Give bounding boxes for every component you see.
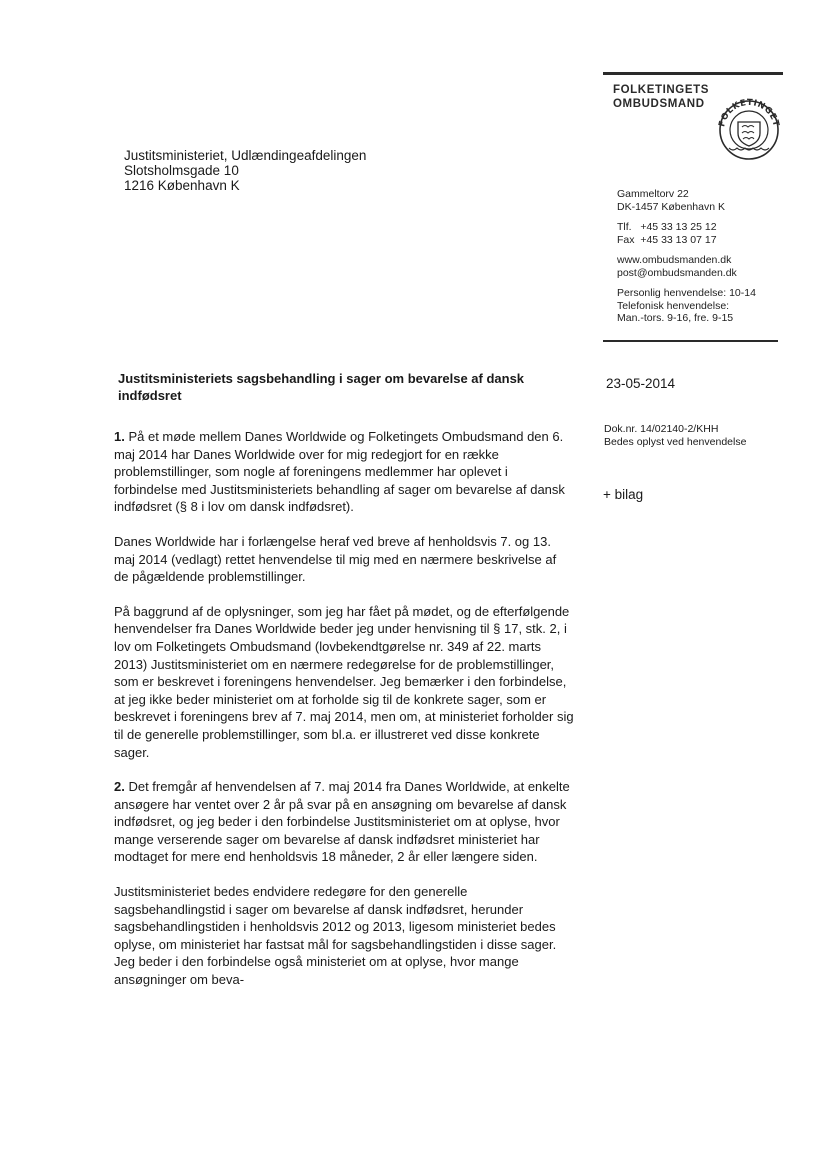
doc-note: Bedes oplyst ved henvendelse bbox=[604, 436, 747, 448]
sender-web-link[interactable]: www.ombudsmanden.dk bbox=[617, 254, 732, 266]
sender-fax: Fax +45 33 13 07 17 bbox=[617, 233, 717, 246]
paragraph-5: Justitsministeriet bedes endvidere redegøre for den generelle sagsbehandlingstid i sager om bevarelse af dansk indfødsret, herunder sagsbehandlingstiden i henholdsvis 2012 og 2013, ligesom ministeriet bedes oplyse, om ministeriet har fastsat mål for sagsbehandlingstiden i disse sager. Jeg beder i den forbindelse også ministeriet om at oplyse, hvor mange ansøgninger om beva- bbox=[114, 884, 557, 988]
personal-hours: Personlig henvendelse: 10-14 bbox=[617, 287, 756, 299]
paragraph-1 bbox=[114, 428, 574, 516]
org-name-line1: FOLKETINGETS bbox=[613, 84, 710, 96]
attachment-note: + bilag bbox=[603, 487, 644, 502]
sender-online bbox=[617, 254, 787, 279]
sender-hours bbox=[617, 287, 787, 325]
recipient-address bbox=[124, 148, 366, 193]
phone-hours: Man.-tors. 9-16, fre. 9-15 bbox=[617, 312, 734, 324]
letter-body bbox=[114, 428, 574, 989]
recipient-line3: 1216 København K bbox=[124, 178, 240, 193]
paragraph-4-number: 2. bbox=[114, 779, 125, 795]
letterhead-bottom-rule bbox=[603, 340, 778, 342]
sender-city: DK-1457 København K bbox=[617, 200, 725, 213]
org-name bbox=[613, 83, 723, 111]
org-name-line2: OMBUDSMAND bbox=[613, 98, 705, 110]
seal-text: FOLKETINGET bbox=[717, 97, 781, 128]
sender-phone-fax bbox=[617, 221, 787, 246]
paragraph-1-text: På et møde mellem Danes Worldwide og Folketingets Ombudsmand den 6. maj 2014 har Danes Worldwide over for mig redegjort for en række problemstillinger, som nogle af foreningens medlemmer har oplevet i forbindelse med Justitsministeriets behandling af sager om bevarelse af dansk indfødsret (§ 8 i lov om dansk indfødsret). bbox=[114, 429, 565, 515]
recipient-line1: Justitsministeriet, Udlændingeafdelingen bbox=[124, 148, 367, 163]
svg-text:FOLKETINGET bbox=[717, 98, 781, 128]
phone-hours-label: Telefonisk henvendelse: bbox=[617, 299, 730, 312]
paragraph-2: Danes Worldwide har i forlængelse heraf ved breve af henholdsvis 7. og 13. maj 2014 (vedlagt) rettet henvendelse til mig med en nærmere beskrivelse af de pågældende problemstillinger. bbox=[114, 533, 557, 585]
sender-email-link[interactable]: post@ombudsmanden.dk bbox=[617, 266, 737, 279]
sender-street: Gammeltorv 22 bbox=[617, 188, 689, 200]
paragraph-4-text: Det fremgår af henvendelsen af 7. maj 2014 fra Danes Worldwide, at enkelte ansøgere har ventet over 2 år på svar på en ansøgning om bevarelse af dansk indfødsret, og jeg beder i den forbindelse Justitsministeriet om at oplyse, hvor mange verserende sager om bevarelse af dansk indfødsret ministeriet har modtaget for mere end henholdsvis 18 måneder, 2 år eller længere siden. bbox=[114, 779, 570, 865]
sender-contact-block bbox=[617, 188, 787, 333]
paragraph-4 bbox=[114, 778, 574, 866]
paragraph-3: På baggrund af de oplysninger, som jeg har fået på mødet, og de efterfølgende henvendelser fra Danes Worldwide beder jeg under henvisning til § 17, stk. 2, i lov om Folketingets Ombudsmand (lovbekendtgørelse nr. 349 af 22. marts 2013) Justitsministeriet om en nærmere redegørelse for de problemstillinger, som er beskrevet i foreningens henvendelser. Jeg bemærker i den forbindelse, at jeg ikke beder ministeriet om at forholde sig til de konkrete sager, som er beskrevet i foreningens brev af 7. maj 2014, men om, at ministeriet forholder sig til de generelle problemstillinger, som bl.a. er illustreret ved disse konkrete sager. bbox=[114, 603, 574, 760]
sender-address bbox=[617, 188, 787, 213]
letter-date: 23-05-2014 bbox=[606, 376, 676, 391]
paragraph-1-number: 1. bbox=[114, 429, 125, 444]
ombudsman-seal-icon bbox=[713, 96, 785, 160]
recipient-line2: Slotsholmsgade 10 bbox=[124, 163, 239, 178]
letter-subject: Justitsministeriets sagsbehandling i sager om bevarelse af dansk indfødsret bbox=[118, 371, 525, 403]
document-reference bbox=[604, 423, 746, 449]
letterhead-top-rule bbox=[603, 72, 783, 75]
sender-phone: Tlf. +45 33 13 25 12 bbox=[617, 221, 717, 233]
doc-number: Dok.nr. 14/02140-2/KHH bbox=[604, 423, 719, 435]
